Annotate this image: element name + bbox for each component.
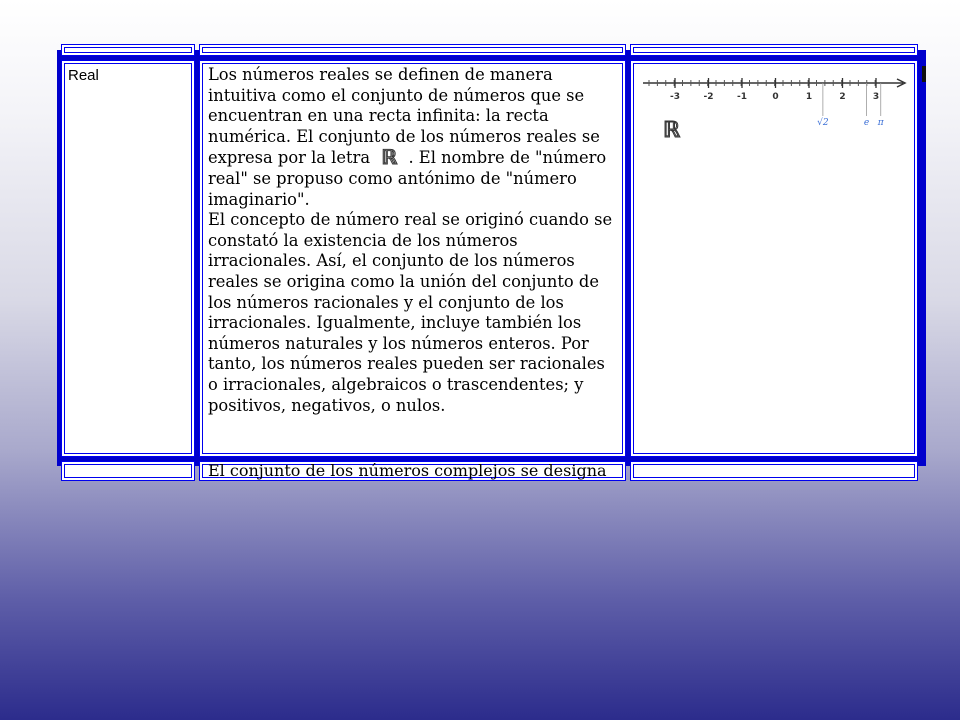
prev-row-cell-3: [630, 44, 918, 56]
tick-label: 3: [872, 92, 880, 102]
definition-paragraph-1: [208, 65, 619, 210]
definition-paragraph-2: El concepto de número real se originó cuando se constató la existencia de los números irracionales. Así, el conjunto de los números reales se origina como la unión del conjunto de los números racionales y el conjunto de los irracionales. Igualmente, incluye también los números naturales y los números enteros. Por tanto, los números reales pueden ser racionales o irracionales, algebraicos o trascendentes; y positivos, negativos, o nulos.: [208, 210, 613, 415]
tick-label: 1: [805, 92, 813, 102]
next-row-cell-1: [61, 461, 195, 481]
tick-label: -3: [670, 92, 680, 102]
illustration-cell: [630, 60, 918, 457]
definition-cell: [199, 60, 626, 457]
prev-row-cell-2: [199, 44, 626, 56]
definition-text-part-b: . El nombre de "número real" se propuso como antónimo de "número imaginario".: [208, 148, 607, 209]
next-row-cell-3: [630, 461, 918, 481]
row-label-cell: [61, 60, 195, 457]
special-point-label: √2: [817, 118, 829, 128]
next-row-text: El conjunto de los números complejos se designa: [208, 461, 607, 480]
special-point-label: e: [863, 118, 870, 128]
special-point-marks: [817, 83, 885, 128]
row-label: Real: [68, 67, 99, 84]
definitions-table: [57, 50, 926, 480]
tick-label: 2: [839, 92, 846, 102]
number-line-figure: [639, 69, 909, 147]
real-symbol-figure: ℝ: [663, 118, 681, 143]
special-point-label: π: [877, 118, 884, 128]
real-numbers-symbol-icon: ℝ: [381, 145, 398, 170]
tick-label: -1: [737, 92, 747, 102]
next-row-cell-2: [199, 461, 626, 481]
prev-row-cell-1: [61, 44, 195, 56]
definition-text-part-a: Los números reales se definen de manera intuitiva como el conjunto de números que se encuentran en una recta infinita: la recta numérica. El conjunto de los números reales se expresa por la letra: [208, 65, 600, 168]
side-marker: [922, 66, 926, 82]
tick-label: -2: [703, 92, 714, 102]
tick-label: 0: [772, 92, 779, 102]
